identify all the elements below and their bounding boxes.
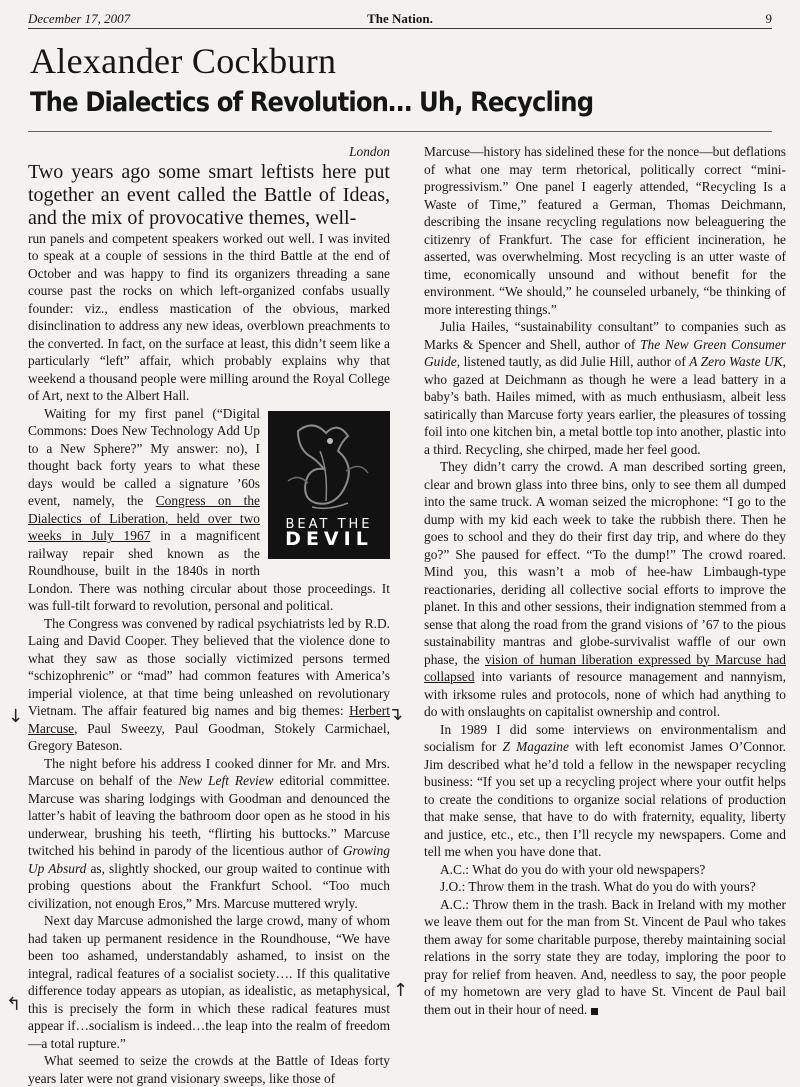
paragraph: Julia Hailes, “sustainability consultant” to companies such as Marks & Spencer and Shell, author of The New Green Consumer Guide, listened tautly, as did Julie Hill, author of A Zero Waste UK, who gazed at Deichmann as though he were a lead battery in a baby’s bath. Hailes mimed, with as much enthusiasm, albeit less satirically than Marcuse forty years earlier, the pleasures of tossing foil into one kitchen bin, a metal bottle top into another, plastic into a third. Recycling, she chirped, made her feel good. [424, 319, 786, 457]
paragraph: What seemed to seize the crowds at the Battle of Ideas forty years later were not grand visionary sweeps, like those of [28, 1053, 390, 1086]
interview-line: A.C.: Throw them in the trash. Back in Ireland with my mother we leave them out for the man from St. Vincent de Paul who takes them away for some charitable purpose, thereby maintaining social relations in the sorry state they are today, imploring the poor to pray for relief from heaven. And, needless to say, the poor people of my hometown are very glad to have St. Vincent de Paul bail them out in their hour of need. [424, 896, 786, 1017]
paragraph: Waiting for my first panel (“Digital Commons: Does New Technology Add Up to a New Sphere?” My answer: no), I thought back forty years to what these days would be called a signature ’60s event, namely, the Congress on the Dialectics of Liberation, held over two weeks in July 1967 in a magnificent railway repair shed known as the Roundhouse, built in the 1840s in north London. There was nothing circular about those proceedings. It was full-tilt forward to revolution, personal and political. [28, 405, 390, 613]
underlined-phrase: Congress on the Dialectics of Liberation, held over two weeks in July 1967 [28, 493, 260, 543]
badge-line-1: BEAT THE [285, 516, 373, 532]
paragraph: The Congress was convened by radical psychiatrists led by R.D. Laing and David Cooper. They believed that the violence done to what they saw as those socially victimized persons termed “schizophrenic” or “mad” had common features with America’s imperial violence, at that time being unleashed on revolutionary Vietnam. The affair featured big names and big themes: Herbert Marcuse, Paul Sweezy, Paul Goodman, Stokely Carmichael, Gregory Bateson. [28, 615, 390, 753]
beat-the-devil-badge [268, 411, 390, 559]
handwritten-arrow-return-icon: ↰ [6, 994, 22, 1015]
paragraph: Marcuse—history has sidelined these for the nonce—but deflations of what one may term rhetorical, politically correct “mini-progressivism.” One panel I eagerly attended, “Recycling Is a Waste of Time,” featured a German, Thomas Deichmann, describing the insane recycling regulations now beleaguering the citizenry of Frankfurt. The case for efficient incineration, he asserted, was overwhelming. Most recycling is an utter waste of time, economically unsound and without benefit for the environment. “We should,” he counseled urbanely, “be thinking of more interesting things.” [424, 144, 786, 317]
interview-line: A.C.: What do you do with your old newspapers? [440, 861, 706, 877]
handwritten-arrow-up-icon: ↑ [393, 980, 409, 1001]
handwritten-arrow-down-icon: ↓ [8, 706, 24, 727]
paragraph: In 1989 I did some interviews on environmentalism and socialism for Z Magazine with left economist James O’Connor. Jim described what he’d told a fellow in the newspaper recycling business: “If you set up a recycling project where your outfit helps to create the conditions to organize social relations of production that make sense, that have to do with fraternity, equality, liberty and justice, etc., etc., then I’ll recycle my newspapers. Come and tell me when you have done that. [424, 721, 787, 859]
speaker-initials: A.C.: [440, 896, 470, 912]
paragraph: They didn’t carry the crowd. A man described sorting green, clear and brown glass into three bins, only to see them all dumped into the same truck. A woman seized the microphone: “I go to the dump with my kid each week to take the rubbish there. Then he goes to school and they do their first day trip, and where do they go?” She paused for effect. “To the dump!” The crowd roared. Mind you, this wasn’t a mob of hee-haw Limbaugh-type reactionaries, deriding all collective social efforts to improve the planet. In this and other sessions, their indignation stemmed from a sense that along the road from the grand visions of ’67 to the pious sustainability mantras and globe-survivalist waffle of our own phase, the vision of human liberation expressed by Marcuse had collapsed into variants of resource management and nannyism, with irksome rules and protocols, none of which had anything to do with onslaughts on capitalist ownership and control. [424, 459, 786, 719]
page-number: 9 [765, 11, 772, 26]
paragraph: Next day Marcuse admonished the large crowd, many of whom had taken up permanent residence in the Roundhouse, “We have been too ashamed, understandably ashamed, to insist on the integral, radical features of a socialist society…. If this qualitative difference today appears as utopian, as idealistic, as metaphysical, this is precisely the form in which these radical features must appear if…socialism is indeed…the leap into the realm of freedom—a total rupture.” [28, 913, 390, 1051]
speaker-initials: J.O.: [440, 879, 466, 894]
article-title: The Dialectics of Revolution… Uh, Recycling [30, 87, 594, 118]
column-right [424, 143, 786, 1048]
interview-line: J.O.: Throw them in the trash. What do you do with yours? [440, 879, 756, 894]
column-left [28, 143, 391, 1086]
lead-paragraph: Two years ago some smart leftists here put together an event called the Battle of Ideas, and the mix of provocative themes, well- [28, 160, 390, 229]
speaker-initials: A.C.: [440, 861, 470, 877]
underlined-phrase: vision of human liberation expressed by Marcuse had collapsed [424, 651, 786, 684]
title-rule [28, 131, 772, 132]
paragraph: The night before his address I cooked dinner for Mr. and Mrs. Marcuse on behalf of the New Left Review editorial committee. Marcuse was sharing lodgings with Goodman and denounced the latter’s habit of leaving the bathroom door open as he stood in his underwear, brushing his teeth, “flirting his buttocks.” Marcuse twitched his behind in parody of the licentious author of Growing Up Absurd as, slightly shocked, our group waited to continue with probing questions about the Frankfurt School. “Too much civilization, not enough Eros,” Mrs. Marcuse muttered wryly. [28, 755, 391, 911]
dateline: London [349, 144, 390, 159]
handwritten-arrow-curve-icon: ↴ [388, 704, 404, 725]
issue-date: December 17, 2007 [28, 11, 131, 26]
publication-name: The Nation. [367, 11, 433, 26]
paragraph: run panels and competent speakers worked out well. I was invited to speak at a couple of sessions in the third Battle at the end of October and was happy to find its organizers threading a sane course past the rocks on which left-organized confabs usually founder: viz., endless mastication of the obvious, marked disinclination to address any new ideas, overblown preachments to the converted. In fact, on the surface at least, this didn’t seem like a particularly “left” affair, which probably explains why that weekend a thousand people were milling around the Royal College of Art, next to the Albert Hall. [28, 230, 390, 403]
end-mark-icon [591, 1008, 598, 1015]
badge-line-2: DEVIL [285, 527, 373, 550]
underlined-phrase: Herbert Marcuse [28, 703, 390, 736]
author-name: Alexander Cockburn [30, 41, 337, 81]
running-header [28, 6, 772, 29]
